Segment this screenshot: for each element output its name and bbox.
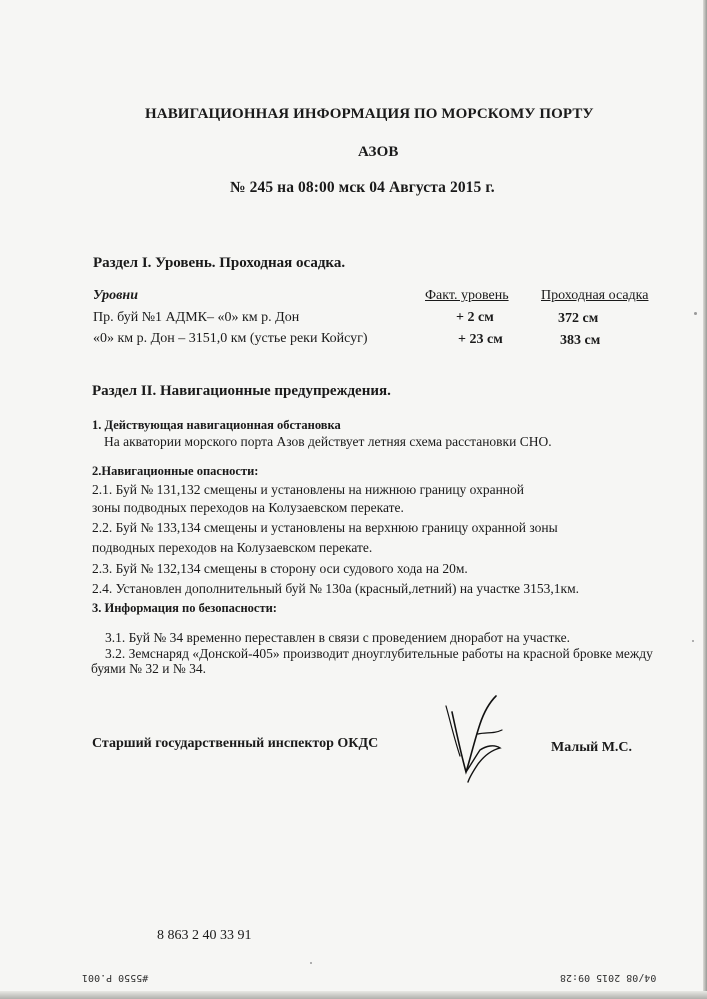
sub2-line: 2.3. Буй № 132,134 смещены в сторону оси судового хода на 20м. bbox=[92, 561, 468, 576]
scan-speck bbox=[694, 312, 697, 315]
port-name: АЗОВ bbox=[358, 144, 399, 160]
row2-level: + 23 см bbox=[458, 332, 503, 347]
handwritten-signature bbox=[440, 690, 510, 790]
phone-number: 8 863 2 40 33 91 bbox=[157, 928, 252, 943]
sub3-title: 3. Информация по безопасности: bbox=[92, 601, 277, 615]
sub1-title: 1. Действующая навигационная обстановка bbox=[92, 418, 341, 432]
row1-draft: 372 см bbox=[558, 311, 599, 326]
sub3-line: 3.2. Земснаряд «Донской-405» производит дноуглубительные работы на красной бровке между bbox=[105, 646, 653, 661]
scan-edge-bottom bbox=[0, 991, 707, 999]
signatory-position: Старший государственный инспектор ОКДС bbox=[92, 736, 379, 751]
sub2-line: зоны подводных переходов на Колузаевском перекате. bbox=[92, 500, 404, 515]
row1-location: Пр. буй №1 АДМК– «0» км р. Дон bbox=[93, 310, 300, 325]
table-header-levels: Уровни bbox=[93, 288, 138, 303]
sub2-line: подводных переходов на Колузаевском перекате. bbox=[92, 540, 373, 555]
section2-heading: Раздел II. Навигационные предупреждения. bbox=[92, 383, 391, 399]
sub2-line: 2.4. Установлен дополнительный буй № 130а (красный,летний) на участке 3153,1км. bbox=[92, 581, 580, 596]
section1-heading: Раздел I. Уровень. Проходная осадка. bbox=[93, 255, 346, 271]
fax-timestamp: 04/08 2015 09:28 bbox=[560, 972, 657, 983]
scan-speck bbox=[310, 962, 312, 964]
sub3-line: буями № 32 и № 34. bbox=[91, 661, 206, 676]
sub3-line: 3.1. Буй № 34 временно переставлен в связи с проведением днoработ на участке. bbox=[105, 630, 571, 645]
row2-location: «0» км р. Дон – 3151,0 км (устье реки Койсуг) bbox=[93, 331, 368, 346]
document-title: НАВИГАЦИОННАЯ ИНФОРМАЦИЯ ПО МОРСКОМУ ПОРТУ bbox=[145, 106, 594, 122]
signatory-name: Малый М.С. bbox=[551, 740, 633, 755]
row1-level: + 2 см bbox=[456, 310, 494, 325]
sub2-line: 2.1. Буй № 131,132 смещены и установлены на нижнюю границу охранной bbox=[92, 482, 524, 497]
table-header-draft: Проходная осадка bbox=[541, 288, 649, 303]
row2-draft: 383 см bbox=[560, 333, 601, 348]
scan-speck bbox=[692, 640, 694, 642]
sub2-line: 2.2. Буй № 133,134 смещены и установлены на верхнюю границу охранной зоны bbox=[92, 520, 558, 535]
sub1-text: На акватории морского порта Азов действует летняя схема расстановки СНО. bbox=[104, 434, 552, 449]
scan-edge-right bbox=[703, 0, 707, 999]
fax-page-id: #5550 P.001 bbox=[82, 972, 149, 983]
sub2-title: 2.Навигационные опасности: bbox=[92, 464, 259, 478]
bulletin-number: № 245 на 08:00 мск 04 Августа 2015 г. bbox=[230, 179, 495, 196]
table-header-fact-level: Факт. уровень bbox=[425, 288, 509, 303]
